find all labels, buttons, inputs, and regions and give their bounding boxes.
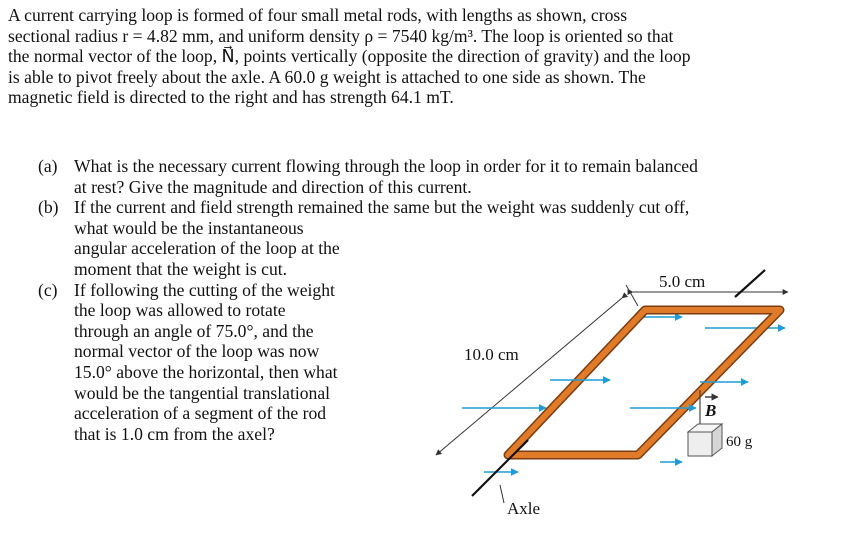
axle-rod [472,440,528,496]
dimension-short [626,270,788,306]
intro-line: magnetic field is directed to the right and has strength 64.1 mT. [8,87,454,108]
question-line: at rest? Give the magnitude and direction of this current. [74,176,472,197]
problem-intro [8,5,844,108]
question-label: (b) [38,197,59,218]
question-line: If the current and field strength remained the same but the weight was suddenly cut off, [74,197,690,218]
question-line: would be the tangential translational [74,382,331,403]
axle-label: Axle [507,499,541,518]
question-line: What is the necessary current flowing through the loop in order for it to remain balanced [74,156,698,176]
question-label: (a) [38,156,58,176]
intro-line: the normal vector of the loop, N⃗, points vertically (opposite the direction of gravity) and the loop [8,46,691,67]
question-line: that is 1.0 cm from the axel? [74,423,275,444]
length-short-label: 5.0 cm [659,272,706,291]
weight-block [688,424,722,456]
axle-pointer [500,485,504,503]
question-label: (c) [38,279,58,300]
question-line: If following the cutting of the weight [74,279,335,300]
weight-label: 60 g [726,434,753,450]
question-line: angular acceleration of the loop at the [74,238,340,259]
intro-line: is able to pivot freely about the axle. A 60.0 g weight is attached to one side as shown. The [8,66,646,87]
length-long-label: 10.0 cm [464,345,519,364]
question-line: normal vector of the loop was now [74,341,320,362]
question-line: through an angle of 75.0°, and the [74,320,314,341]
question-line: acceleration of a segment of the rod [74,403,327,424]
intro-line: A current carrying loop is formed of four small metal rods, with lengths as shown, cross [8,5,628,25]
loop-diagram [400,250,845,530]
question-line: the loop was allowed to rotate [74,300,286,321]
intro-line: sectional radius r = 4.82 mm, and uniform density ρ = 7540 kg/m³. The loop is oriented so that [8,25,674,46]
question-line: 15.0° above the horizontal, then what [74,361,338,382]
field-label: B [705,401,717,420]
question-line: what would be the instantaneous [74,217,304,238]
question-a [38,156,838,197]
question-line: moment that the weight is cut. [74,258,288,279]
loop-figure [400,250,845,535]
